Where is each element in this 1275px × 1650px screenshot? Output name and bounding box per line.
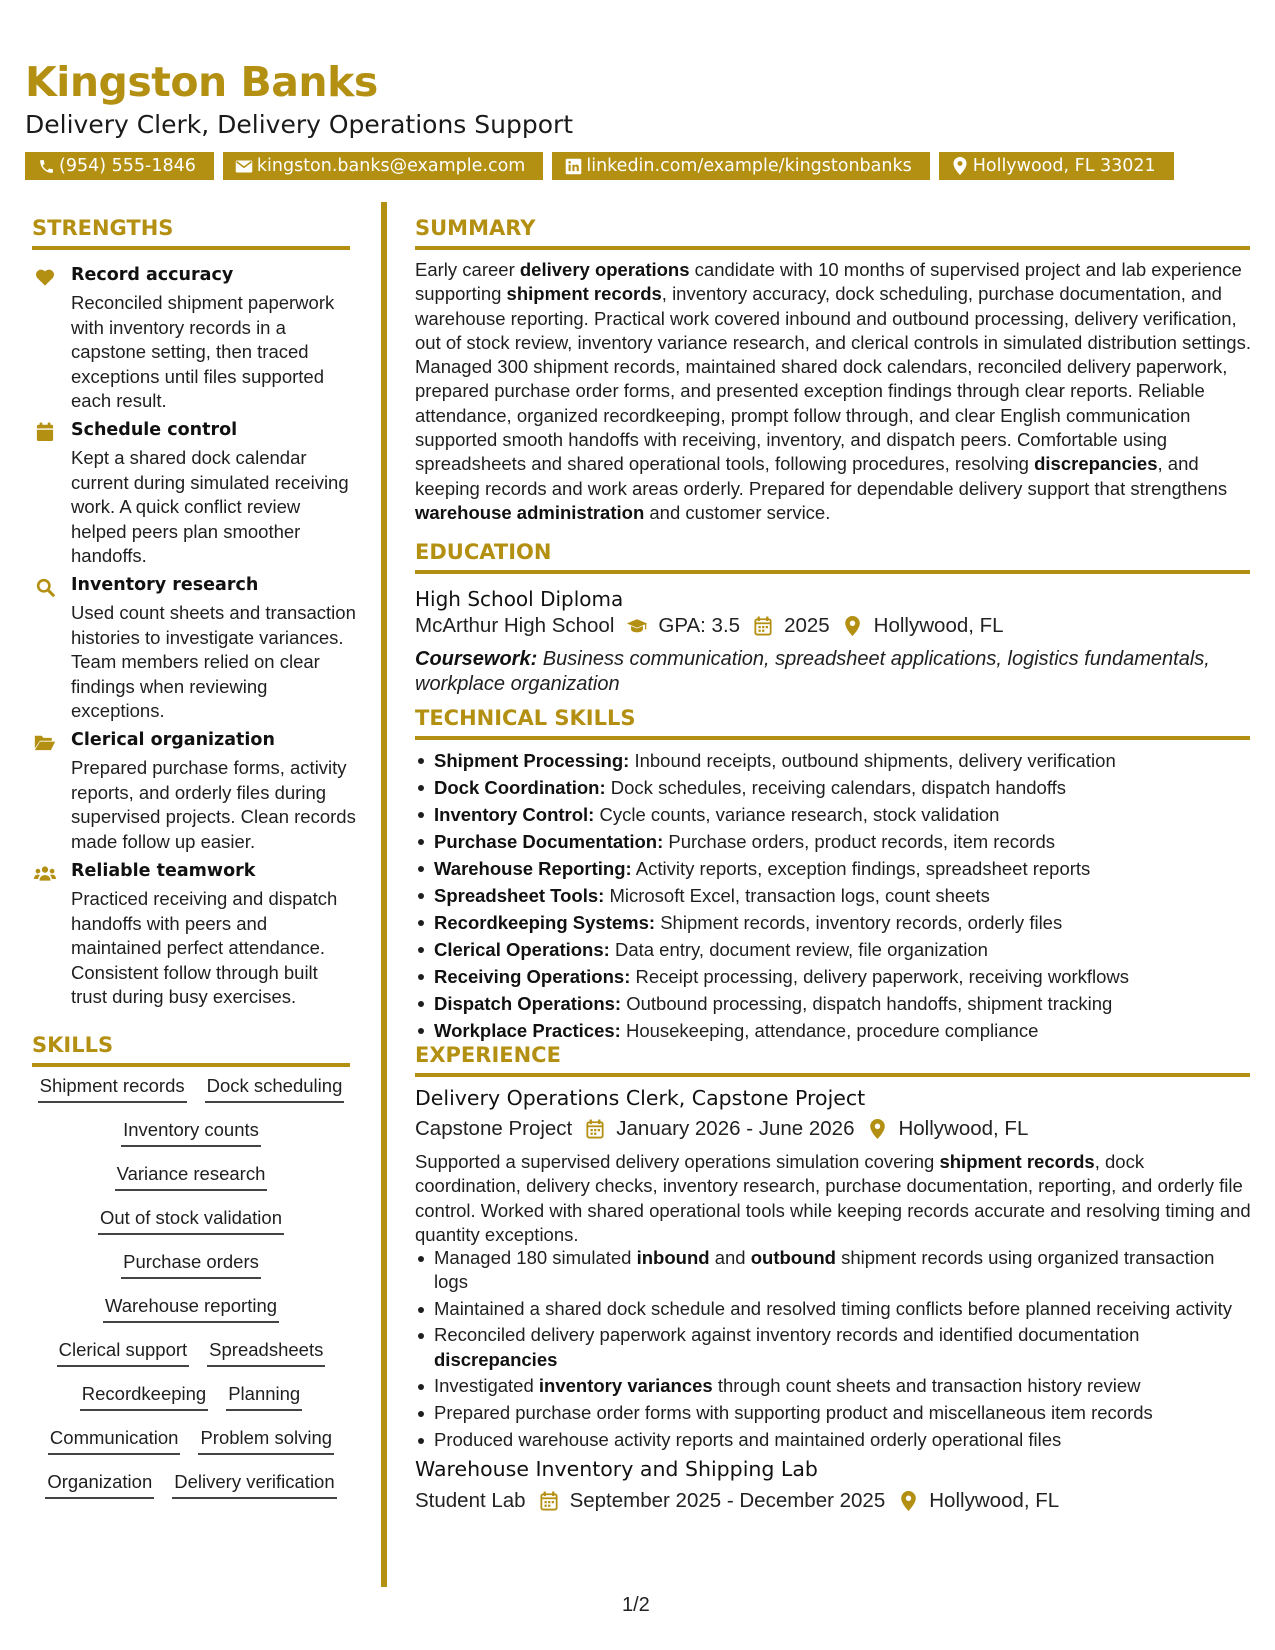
job-title: Warehouse Inventory and Shipping Lab: [415, 1457, 818, 1481]
strength-title: Inventory research: [71, 575, 259, 595]
job-organization: Capstone Project: [415, 1117, 573, 1140]
heart-icon: [34, 267, 56, 287]
strength-description: Prepared purchase forms, activity reports, and orderly files during supervised projects. Clean records made follow up easier.: [71, 757, 356, 852]
list-item: Warehouse Reporting: Activity reports, exception findings, spreadsheet reports: [415, 856, 1253, 883]
skill-tag-row: [32, 1427, 350, 1455]
skill-tag-row: [32, 1339, 350, 1367]
job-meta: [415, 1117, 1028, 1141]
map-marker-icon: [951, 157, 969, 175]
job-meta: [415, 1489, 1059, 1513]
skill-tag: Delivery verification: [172, 1471, 336, 1499]
contact-location: [939, 152, 1174, 180]
skill-tag: Warehouse reporting: [103, 1295, 279, 1323]
location-text: Hollywood, FL 33021: [972, 156, 1156, 176]
list-item: Investigated inventory variances through count sheets and transaction history review: [415, 1374, 1253, 1398]
graduation-year: 2025: [784, 614, 830, 637]
skill-tag: Communication: [48, 1427, 181, 1455]
job-title: Delivery Operations Clerk, Capstone Project: [415, 1086, 866, 1110]
strength-title: Reliable teamwork: [71, 861, 256, 881]
candidate-headline: Delivery Clerk, Delivery Operations Support: [25, 110, 574, 139]
school-name: McArthur High School: [415, 614, 615, 637]
job-location: Hollywood, FL: [898, 1117, 1029, 1140]
envelope-icon: [235, 157, 253, 175]
job-description: Supported a supervised delivery operations simulation covering shipment records, dock coordination, delivery checks, inventory research, purchase documentation, reporting, and orderly file control. Worked with shared operational tools while keeping records accurate and resolving timing and quantity exceptions.: [415, 1151, 1251, 1245]
education-heading: EDUCATION: [415, 540, 1250, 574]
skill-tag: Clerical support: [57, 1339, 190, 1367]
calendar-icon: [538, 1490, 560, 1512]
folder-open-icon: [34, 732, 56, 752]
list-item: Workplace Practices: Housekeeping, attendance, procedure compliance: [415, 1018, 1253, 1045]
list-item: Dispatch Operations: Outbound processing, dispatch handoffs, shipment tracking: [415, 991, 1253, 1018]
list-item: Prepared purchase order forms with supporting product and miscellaneous item records: [415, 1401, 1253, 1425]
skill-tag: Planning: [226, 1383, 302, 1411]
skill-tag: Out of stock validation: [98, 1207, 284, 1235]
degree-title: High School Diploma: [415, 587, 624, 611]
summary-text: Early career delivery operations candidate with 10 months of supervised project and lab experience supporting shipment records, inventory accuracy, dock scheduling, purchase documentation, and warehouse reporting. Practical work covered inbound and outbound processing, delivery verification, out of stock review, inventory variance research, and clerical controls in simulated distribution settings. Managed 300 shipment records, maintained shared dock calendars, reconciled delivery paperwork, prepared purchase order forms, and presented exception findings through clear reports. Reliable attendance, organized recordkeeping, prompt follow through, and clear English communication supported smooth handoffs with receiving, inventory, and dispatch peers. Comfortable using spreadsheets and shared operational tools, following procedures, resolving discrepancies, and keeping records and work areas orderly. Prepared for dependable delivery support that strengthens warehouse administration and customer service.: [415, 259, 1251, 523]
skill-tag: Variance research: [115, 1163, 268, 1191]
strength-description: Used count sheets and transaction histories to investigate variances. Team members relied on clear findings when reviewing exceptions.: [71, 602, 356, 721]
list-item: Dock Coordination: Dock schedules, receiving calendars, dispatch handoffs: [415, 775, 1253, 802]
strength-description: Reconciled shipment paperwork with inventory records in a capstone setting, then traced exceptions until files supported each result.: [71, 292, 335, 411]
list-item: Clerical Operations: Data entry, document review, file organization: [415, 937, 1253, 964]
technical-skills-list: [415, 748, 1253, 1045]
users-icon: [34, 863, 56, 883]
skill-tag-row: [32, 1383, 350, 1411]
strength-description: Practiced receiving and dispatch handoffs with peers and maintained perfect attendance. Consistent follow through built trust during busy exercises.: [71, 888, 338, 1007]
phone-text: (954) 555-1846: [59, 156, 196, 176]
gpa-text: GPA: 3.5: [658, 614, 741, 637]
linkedin-icon: [564, 157, 582, 175]
skill-tag-row: [32, 1207, 350, 1235]
list-item: Produced warehouse activity reports and maintained orderly operational files: [415, 1428, 1253, 1452]
skills-heading: SKILLS: [32, 1033, 350, 1067]
list-item: Reconciled delivery paperwork against inventory records and identified documentation discrepancies: [415, 1323, 1253, 1372]
strength-description: Kept a shared dock calendar current during simulated receiving work. A quick conflict review helped peers plan smoother handoffs.: [71, 447, 349, 566]
skill-tag-row: [32, 1251, 350, 1279]
list-item: Inventory Control: Cycle counts, variance research, stock validation: [415, 802, 1253, 829]
job-bullets: [415, 1246, 1253, 1454]
strengths-heading: STRENGTHS: [32, 216, 350, 250]
calendar-icon: [752, 615, 774, 637]
phone-icon: [37, 157, 55, 175]
skill-tag: Problem solving: [198, 1427, 334, 1455]
contact-bar: [25, 152, 1174, 180]
skill-tag-row: [32, 1119, 350, 1147]
map-marker-icon: [842, 615, 864, 637]
list-item: Managed 180 simulated inbound and outbound shipment records using organized transaction logs: [415, 1246, 1253, 1295]
contact-email[interactable]: [223, 152, 543, 180]
education-meta: [415, 614, 1004, 638]
skill-tag: Purchase orders: [121, 1251, 261, 1279]
list-item: Spreadsheet Tools: Microsoft Excel, transaction logs, count sheets: [415, 883, 1253, 910]
coursework: Coursework: Business communication, spreadsheet applications, logistics fundamentals, workplace organization: [415, 648, 1210, 695]
experience-heading: EXPERIENCE: [415, 1043, 1250, 1077]
job-organization: Student Lab: [415, 1489, 526, 1512]
list-item: Shipment Processing: Inbound receipts, outbound shipments, delivery verification: [415, 748, 1253, 775]
job-location: Hollywood, FL: [929, 1489, 1060, 1512]
technical-skills-heading: TECHNICAL SKILLS: [415, 706, 1250, 740]
skill-tag-row: [32, 1471, 350, 1499]
contact-linkedin[interactable]: [552, 152, 929, 180]
skill-tag-row: [32, 1163, 350, 1191]
skill-tag: Shipment records: [38, 1075, 187, 1103]
skill-tag: Dock scheduling: [205, 1075, 345, 1103]
school-location: Hollywood, FL: [873, 614, 1004, 637]
list-item: Receiving Operations: Receipt processing, delivery paperwork, receiving workflows: [415, 964, 1253, 991]
list-item: Recordkeeping Systems: Shipment records, inventory records, orderly files: [415, 910, 1253, 937]
strength-title: Record accuracy: [71, 265, 234, 285]
summary-heading: SUMMARY: [415, 216, 1250, 250]
calendar-icon: [584, 1118, 606, 1140]
search-icon: [34, 577, 56, 597]
skill-tag: Spreadsheets: [207, 1339, 325, 1367]
linkedin-text: linkedin.com/example/kingstonbanks: [586, 156, 912, 176]
skill-tag-row: [32, 1075, 350, 1103]
job-dates: January 2026 - June 2026: [616, 1117, 855, 1140]
column-divider: [381, 202, 387, 1587]
calendar-icon: [34, 422, 56, 442]
skill-tag: Inventory counts: [121, 1119, 261, 1147]
strength-title: Schedule control: [71, 420, 238, 440]
list-item: Maintained a shared dock schedule and resolved timing conflicts before planned receiving activity: [415, 1297, 1253, 1321]
contact-phone[interactable]: [25, 152, 214, 180]
job-dates: September 2025 - December 2025: [569, 1489, 886, 1512]
list-item: Purchase Documentation: Purchase orders, product records, item records: [415, 829, 1253, 856]
map-marker-icon: [897, 1490, 919, 1512]
skill-tag-row: [32, 1295, 350, 1323]
skill-tag: Organization: [45, 1471, 154, 1499]
email-text: kingston.banks@example.com: [256, 156, 526, 176]
candidate-name: Kingston Banks: [25, 58, 378, 106]
graduation-cap-icon: [626, 615, 648, 637]
page-number: 1/2: [622, 1594, 650, 1616]
map-marker-icon: [866, 1118, 888, 1140]
strength-title: Clerical organization: [71, 730, 275, 750]
skill-tag: Recordkeeping: [80, 1383, 208, 1411]
